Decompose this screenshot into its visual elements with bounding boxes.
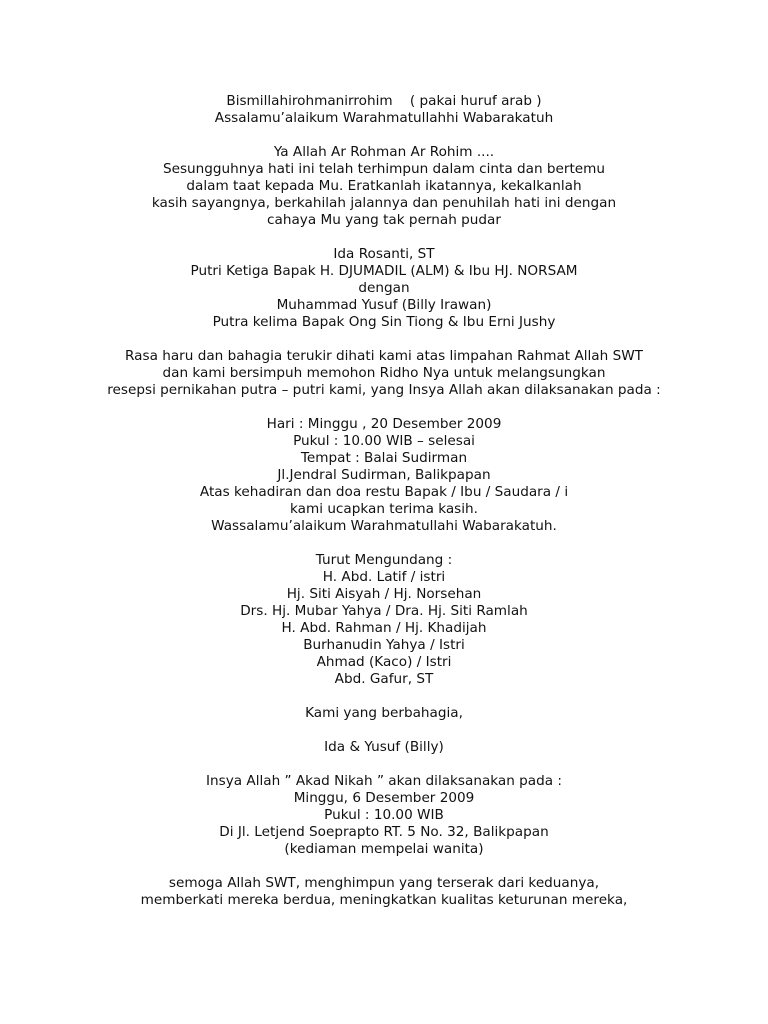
inviters-section — [0, 552, 768, 688]
spacer — [0, 858, 768, 875]
inviter-item: H. Abd. Rahman / Hj. Khadijah — [281, 620, 487, 636]
akad-section — [0, 773, 768, 858]
spacer — [0, 229, 768, 246]
inviter-item: Drs. Hj. Mubar Yahya / Dra. Hj. Siti Ramlah — [240, 603, 528, 619]
event-day: Hari : Minggu , 20 Desember 2009 — [266, 416, 502, 432]
prayer-line: dalam taat kepada Mu. Eratkanlah ikatannya, kekalkanlah — [186, 178, 582, 194]
closing-line: semoga Allah SWT, menghimpun yang terserak dari keduanya, — [168, 875, 600, 891]
bride-name: Ida Rosanti, ST — [333, 246, 435, 262]
spacer — [0, 756, 768, 773]
prayer-line: kasih sayangnya, berkahilah jalannya dan penuhilah hati ini dengan — [151, 195, 617, 211]
spacer — [0, 399, 768, 416]
prayer-line: Ya Allah Ar Rohman Ar Rohim .... — [273, 144, 495, 160]
event-section — [0, 416, 768, 535]
inviter-item: Ahmad (Kaco) / Istri — [316, 654, 452, 670]
spacer — [0, 535, 768, 552]
akad-intro: Insya Allah ” Akad Nikah ” akan dilaksanakan pada : — [206, 773, 562, 789]
couple-names: Ida & Yusuf (Billy) — [324, 739, 444, 755]
announcement-line: Rasa haru dan bahagia terukir dihati kami atas limpahan Rahmat Allah SWT — [125, 348, 643, 364]
inviter-item: H. Abd. Latif / istri — [322, 569, 446, 585]
event-thanks: kami ucapkan terima kasih. — [290, 501, 478, 517]
spacer — [0, 127, 768, 144]
spacer — [0, 722, 768, 739]
announcement-line: dan kami bersimpuh memohon Ridho Nya untuk melangsungkan — [162, 365, 606, 381]
greeting-line: Assalamu’alaikum Warahmatullahhi Wabarakatuh — [214, 110, 554, 126]
happy-line: Kami yang berbahagia, — [305, 705, 463, 721]
inviter-item: Burhanudin Yahya / Istri — [303, 637, 465, 653]
akad-note: (kediaman mempelai wanita) — [284, 841, 484, 857]
spacer — [0, 331, 768, 348]
announcement-section — [0, 348, 768, 399]
inviter-item: Abd. Gafur, ST — [334, 671, 434, 687]
inviters-heading: Turut Mengundang : — [315, 552, 453, 568]
event-note: Atas kehadiran dan doa restu Bapak / Ibu / Saudara / i — [199, 484, 569, 500]
closing-line: memberkati mereka berdua, meningkatkan kualitas keturunan mereka, — [140, 892, 628, 908]
bride-parents: Putri Ketiga Bapak H. DJUMADIL (ALM) & Ibu HJ. NORSAM — [190, 263, 578, 279]
spacer — [0, 688, 768, 705]
akad-time: Pukul : 10.00 WIB — [324, 807, 444, 823]
basmalah-line: Bismillahirohmanirrohim ( pakai huruf arab ) — [226, 93, 542, 109]
event-time: Pukul : 10.00 WIB – selesai — [293, 433, 475, 449]
prayer-line: Sesungguhnya hati ini telah terhimpun dalam cinta dan bertemu — [162, 161, 606, 177]
announcement-line: resepsi pernikahan putra – putri kami, yang Insya Allah akan dilaksanakan pada : — [107, 382, 661, 398]
prayer-line: cahaya Mu yang tak pernah pudar — [267, 212, 501, 228]
prayer-section — [0, 144, 768, 229]
groom-name: Muhammad Yusuf (Billy Irawan) — [276, 297, 492, 313]
invitation-document — [0, 93, 768, 909]
couple-section — [0, 246, 768, 331]
conjunction: dengan — [358, 280, 410, 296]
closing-section — [0, 875, 768, 909]
event-salam: Wassalamu’alaikum Warahmatullahi Wabarakatuh. — [211, 518, 557, 534]
opening-section — [0, 93, 768, 127]
groom-parents: Putra kelima Bapak Ong Sin Tiong & Ibu Erni Jushy — [212, 314, 556, 330]
akad-date: Minggu, 6 Desember 2009 — [293, 790, 475, 806]
event-place: Tempat : Balai Sudirman — [300, 450, 468, 466]
akad-address: Di Jl. Letjend Soeprapto RT. 5 No. 32, Balikpapan — [219, 824, 549, 840]
event-address: Jl.Jendral Sudirman, Balikpapan — [277, 467, 491, 483]
inviter-item: Hj. Siti Aisyah / Hj. Norsehan — [286, 586, 482, 602]
